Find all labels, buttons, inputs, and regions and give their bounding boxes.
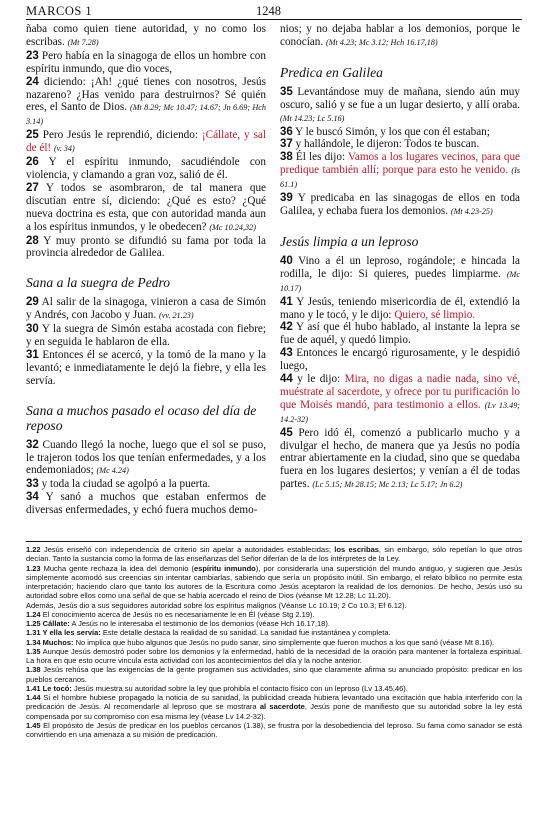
text-run: Pero había en la sinagoga de ellos un hombre con espíritu inmundo, que dio voces, <box>26 49 266 75</box>
verse-number: 27 <box>26 181 39 194</box>
verse <box>26 182 266 235</box>
text-run: Levantándose muy de mañana, siendo aún muy oscuro, salió y se fue a un lugar desierto, y allí oraba. <box>280 85 520 111</box>
verse <box>280 23 520 50</box>
cross-reference: (Lv 13.49; 14.2-32) <box>280 400 521 424</box>
text-run: Cuando llegó la noche, luego que el sol se puso, le trajeron todos los que tenían enfermedades, y a los endemoniados; <box>26 438 266 477</box>
footnote <box>26 619 522 628</box>
verse-number: 40 <box>280 254 293 267</box>
verse-number: 39 <box>280 192 293 205</box>
verse-number: 30 <box>26 323 39 336</box>
text-run: ñaba como quien tiene autoridad, y no como los escribas. <box>26 23 266 48</box>
verse-number: 42 <box>280 321 293 334</box>
footnote <box>26 628 522 637</box>
footnote-reference: 1.41 Le tocó: <box>26 683 72 693</box>
text-run: Y muy pronto se difundió su fama por toda la provincia alrededor de Galilea. <box>26 234 266 260</box>
verse <box>26 129 266 156</box>
verse <box>26 235 266 261</box>
text-column-right <box>280 23 520 492</box>
text-column-left <box>26 23 266 517</box>
cross-reference: (Mt 4.23; Mc 3.12; Hch 16.17,18) <box>325 37 438 47</box>
running-head-book: MARCOS 1 <box>26 4 93 18</box>
footnote-reference: 1.45 <box>26 720 41 730</box>
text-run: ), por considerarla una superstición del mundo antiguo, y sugieren que Jesús simplemente acomodó sus creencias sin intentar cambiarlas, sabiendo que sería un propósito inútil. Sin embargo, el relato bíblico no permite esta interpretación; haciendo claro que tanto los autores de la Escritura como Jesús aceptaron la realidad de los demonios. De hecho, Jesús usó su autoridad sobre ellos como una señal de que se había acercado el reino de Dios (véanse Mt 12.28; Lc 11.20). <box>26 563 522 601</box>
cross-reference: (Mc 10.17) <box>280 269 520 293</box>
text-run: diciendo: ¡Ah! ¿qué tienes con nosotros, Jesús nazareno? ¿Has venido para destruirnos? Sé quién eres, el Santo de Dios. <box>26 75 266 114</box>
section-heading: Jesús limpia a un leproso <box>280 233 419 249</box>
verse <box>26 50 266 76</box>
cross-reference: (Mc 4.24) <box>96 466 129 476</box>
verse <box>26 156 266 182</box>
footnote-reference: 1.24 <box>26 609 41 619</box>
footnote-reference: 1.35 <box>26 646 41 656</box>
words-of-jesus: Mira, no digas a nadie nada, sino vé, muéstrate al sacerdote, y ofrece por tu purificación lo que Moisés mandó, para testimonio a ellos. <box>280 373 520 411</box>
emphasis: los escribas <box>334 545 379 554</box>
verse-number: 37 <box>280 138 293 151</box>
footnote-reference: 1.25 Cállate: <box>26 619 70 628</box>
words-of-jesus: ¡Cállate, y sal de él! <box>26 129 267 155</box>
words-of-jesus: Vamos a los lugares vecinos, para que predique también allí; porque para esto he venido. <box>280 151 521 177</box>
words-of-jesus: Quiero, sé limpio. <box>394 308 476 321</box>
text-run: Y la suegra de Simón estaba acostada con fiebre; y en seguida le hablaron de ella. <box>26 323 266 349</box>
text-run: , Jesús pone de manifiesto que su autoridad sobre la ley está compensada por su compromiso con esa misma ley (véase Lv 14.2-32). <box>26 702 522 721</box>
text-run: Vino a él un leproso, rogándole; e hincada la rodilla, le dijo: Si quieres, puedes limpiarme. <box>280 254 520 280</box>
text-run: y hallándole, le dijeron: Todos te buscan. <box>292 138 480 151</box>
text-run: nios; y no dejaba hablar a los demonios, porque le conocían. <box>280 23 520 48</box>
text-run: Pero Jesús le reprendió, diciendo: <box>38 129 202 142</box>
verse-number: 36 <box>280 125 293 138</box>
text-run: Y sanó a muchos que estaban enfermos de diversas enfermedades, y echó fuera muchos demo- <box>26 491 266 517</box>
page-number: 1248 <box>256 4 281 18</box>
verse <box>26 349 266 388</box>
verse-number: 31 <box>26 348 39 361</box>
verse-number: 34 <box>26 491 39 504</box>
verse <box>280 86 520 126</box>
footnote <box>26 693 522 721</box>
verse-number: 41 <box>280 295 293 308</box>
verse-number: 23 <box>26 49 39 62</box>
study-notes <box>26 541 522 739</box>
verse-number: 45 <box>280 426 293 439</box>
verse <box>26 76 266 130</box>
verse-number: 32 <box>26 438 39 451</box>
text-run: El propósito de Jesús de predicar en los pueblos cercanos (1.38), se frustra por la desobediencia del leproso. Su fama como sanador se está convirtiendo en una amenaza a su misión de predicación. <box>26 720 522 739</box>
verse <box>280 373 520 427</box>
text-run: Él les dijo: <box>292 151 349 164</box>
footnote <box>26 684 522 693</box>
verse <box>280 192 520 219</box>
verse <box>26 23 266 50</box>
verse <box>26 478 266 491</box>
footnote-reference: 1.22 <box>26 545 41 554</box>
text-run: Al salir de la sinagoga, vinieron a casa de Simón y Andrés, con Jacobo y Juan. <box>26 296 266 322</box>
footnote-reference: 1.44 <box>26 693 41 702</box>
cross-reference: (Is 61.1) <box>280 166 521 190</box>
text-run: Y el espíritu inmundo, sacudiéndole con violencia, y clamando a gran voz, salió de él. <box>26 156 266 181</box>
verse <box>280 138 520 151</box>
verse-number: 25 <box>26 129 39 142</box>
verse <box>280 427 520 493</box>
verse-number: 28 <box>26 234 39 247</box>
verse <box>280 321 520 347</box>
verse <box>26 491 266 517</box>
cross-reference: (Mc 10.24,32) <box>209 222 256 232</box>
footnote <box>26 665 522 684</box>
verse-number: 43 <box>280 347 293 360</box>
text-run: A Jesús no le interesaba el testimonio de los demonios (véase Hch 16.17,18). <box>69 619 330 628</box>
text-run: El conocimiento acerca de Jesús no es necesariamente le en Él (véase Stg 2.19). <box>40 609 315 619</box>
text-run: Además, Jesús dio a sus seguidores autoridad sobre los espíritus malignos (Véanse Lc 10.19; 2 Co 10.3; Ef 6.12). <box>26 600 407 610</box>
text-run: y le dijo: <box>292 373 345 386</box>
text-run: Y así que él hubo hablado, al instante la lepra se fue de aquél, y quedó limpio. <box>280 321 520 347</box>
cross-reference: (Mt 7.28) <box>67 37 99 47</box>
verse-number: 44 <box>280 373 293 386</box>
verse-number: 38 <box>280 151 293 164</box>
text-run: Y Jesús, teniendo misericordia de él, extendió la mano y le tocó, y le dijo: <box>280 295 520 321</box>
emphasis: al sacerdote <box>259 702 305 712</box>
verse-number: 24 <box>26 75 39 88</box>
text-run: Y predicaba en las sinagogas de ellos en toda Galilea, y echaba fuera los demonios. <box>280 192 520 217</box>
cross-reference: (vv. 21.23) <box>158 311 194 321</box>
section-heading: Sana a la suegra de Pedro <box>26 275 171 291</box>
text-run: Pero idó él, comenzó a publicarlo mucho y a divulgar el hecho, de manera que ya Jesús no podía entrar abiertamente en la ciudad, sino que se quedaba fuera en los lugares desiertos; y venían a él de todas partes. <box>280 426 520 491</box>
text-run: Entonces él se acercó, y la tomó de la mano y la levantó; e inmediatamente le dejó la fiebre, y ella les servía. <box>26 348 266 387</box>
section-heading: Sana a muchos pasado el ocaso del día de reposo <box>26 402 257 433</box>
footnote <box>26 601 522 610</box>
verse-number: 35 <box>280 85 293 98</box>
text-run: Y le buscó Simón, y los que con él estaban; <box>292 125 490 138</box>
cross-reference: (Mt 4.23-25) <box>450 206 493 216</box>
verse-number: 26 <box>26 156 39 169</box>
text-run: Y todos se asombraron, de tal manera que discutían entre sí, diciendo: ¿Qué es esto? ¿Qué nueva doctrina es esta, que con autoridad manda aun a los espíritus inmundos, y le obedecen? <box>26 181 266 233</box>
text-run: Mucha gente rechaza la idea del demonio ( <box>40 563 194 573</box>
verse <box>280 347 520 373</box>
text-run: Jesús enseñó con independencia de criterio sin apelar a autoridades establecidas; <box>40 545 335 554</box>
text-run: Si el hombre hubiese propagado la noticia de su sanidad, la publicidad creada hubiera levantado una excitación que había interferido con la predicación de Jesús. Al recomendarle al leproso que se mostrara <box>26 693 522 712</box>
text-run: No implica que hubo algunos que Jesús no pudo sanar, sino simplemente que fueron muchos a los que sanó (véase Mt 8.16). <box>73 637 495 647</box>
text-run: y toda la ciudad se agolpó a la puerta. <box>38 478 211 491</box>
emphasis: espíritu inmundo <box>193 563 256 573</box>
verse <box>280 151 520 192</box>
text-run: Entonces le encargó rigurosamente, y le despidió luego, <box>280 347 520 373</box>
text-run: Aunque Jesús demostró poder sobre los demonios y la enfermedad, habló de la necesidad de la oración para mantener la fortaleza espiritual. La hora en que esto ocurre vincula esta actividad con los acontecimientos del día y la noche anterior. <box>26 646 522 665</box>
cross-reference: (Lc 5.15; Mt 28.15; Mc 2.13; Lc 5.17; Jn 6.2) <box>312 480 463 490</box>
verse <box>26 323 266 349</box>
footnote-reference: 1.23 <box>26 563 41 573</box>
verse-number: 33 <box>26 478 39 491</box>
verse <box>280 126 520 139</box>
footnote <box>26 638 522 647</box>
footnote <box>26 610 522 619</box>
cross-reference: (v. 34) <box>53 144 75 154</box>
footnote-reference: 1.34 Muchos: <box>26 637 74 647</box>
page-header <box>26 3 522 20</box>
footnote-reference: 1.38 <box>26 665 41 675</box>
text-run: , sin embargo, sólo repetían lo que otros decían. Tanto la sustancia como la forma de las enseñanzas del Señor diferían de la de los intérpretes de la Ley. <box>26 545 523 564</box>
footnote <box>26 647 522 666</box>
text-run: Este detalle destaca la realidad de su sanidad. La sanidad fue instantánea y completa. <box>100 628 391 638</box>
verse-number: 29 <box>26 296 39 309</box>
footnote <box>26 545 522 564</box>
cross-reference: (Mt 14.23; Lc 5.16) <box>280 113 345 123</box>
verse <box>26 296 266 323</box>
verse <box>280 296 520 322</box>
footnote-reference: 1.31 Y ella les servía: <box>26 628 101 638</box>
section-heading: Predica en Galilea <box>280 64 383 80</box>
cross-reference: (Mt 8.29; Mc 10.47; 14.67; Jn 6.69; Hch 3.14) <box>26 103 266 127</box>
verse <box>26 439 266 479</box>
text-run: Jesús rehúsa que las exigencias de la gente programen sus actividades, sino que claramente afirma su anunciado propósito: predicar en los pueblos cercanos. <box>26 665 522 684</box>
text-run: Jesús muestra su autoridad sobre la ley que prohibía el contacto físico con un leproso (Lv 13.45,46). <box>71 683 408 693</box>
footnote <box>26 721 522 740</box>
footnote <box>26 564 522 601</box>
verse <box>280 255 520 296</box>
